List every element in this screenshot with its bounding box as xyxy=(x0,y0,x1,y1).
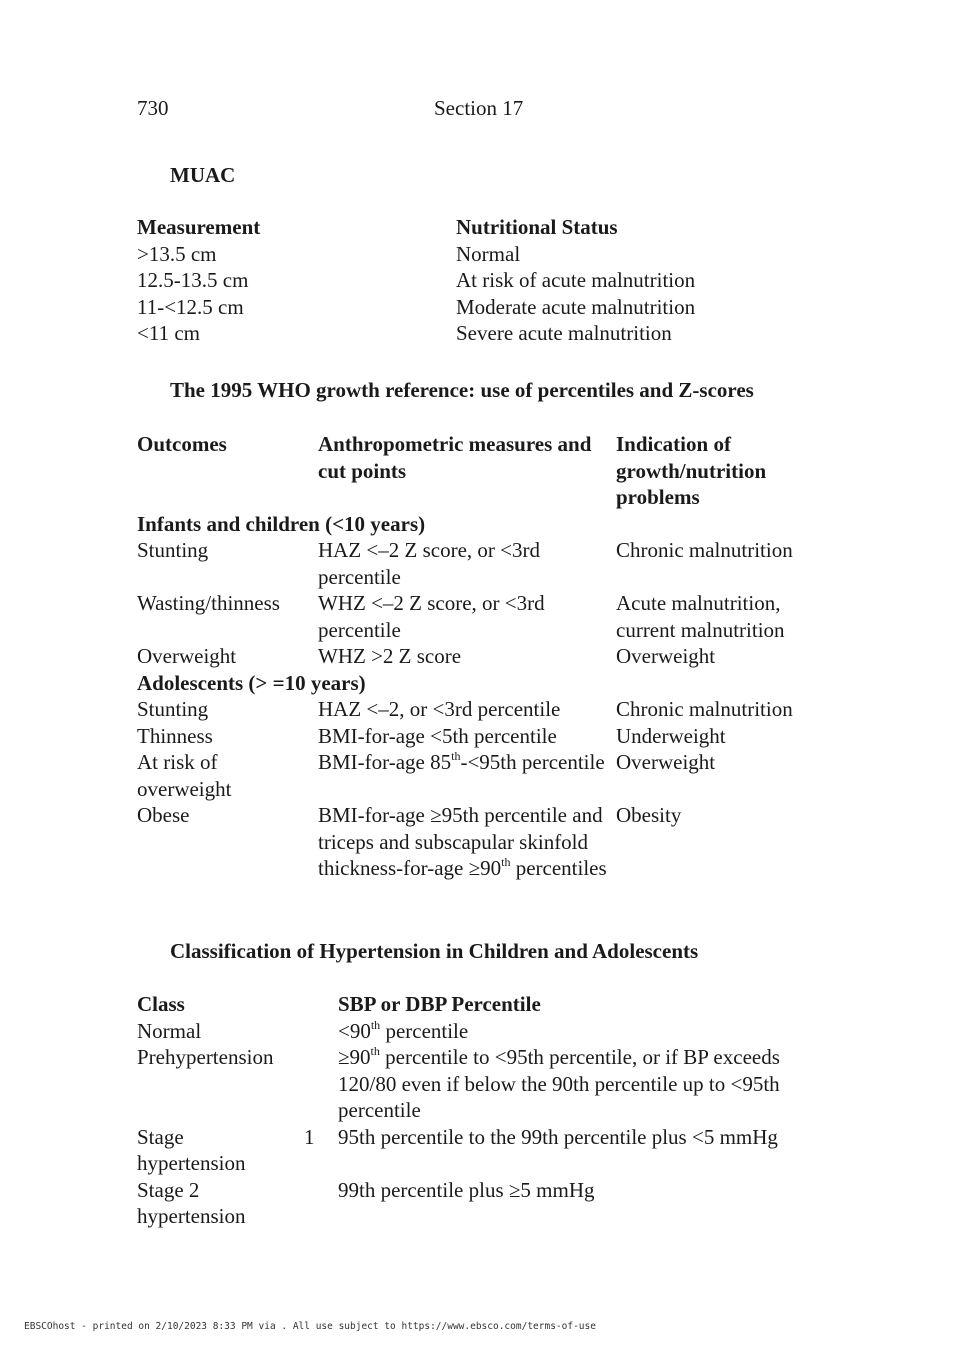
cell: At risk of acute malnutrition xyxy=(456,268,696,292)
group-row xyxy=(137,511,806,538)
cell: Stage hypertension xyxy=(137,1124,246,1175)
cell: Normal xyxy=(137,1018,202,1043)
cell: Wasting/thinness xyxy=(137,591,280,615)
cell: Severe acute malnutrition xyxy=(456,321,672,345)
cell: Stunting xyxy=(137,697,209,721)
column-header: SBP or DBP Percentile xyxy=(338,992,541,1016)
table-header-row xyxy=(137,214,695,241)
cell: 99th percentile plus ≥5 mmHg xyxy=(338,1177,595,1202)
table-header-row xyxy=(137,991,838,1018)
cell: Thinness xyxy=(137,723,213,748)
cell: Stage 2 hypertension xyxy=(137,1177,246,1228)
running-header: Section 17 xyxy=(434,96,524,120)
cell: WHZ <–2 Z score, or <3rd percentile xyxy=(318,591,545,642)
cell: Overweight xyxy=(616,750,716,774)
hypertension-heading: Classification of Hypertension in Children and Adolescents xyxy=(170,939,699,963)
cell: <11 cm xyxy=(137,321,200,345)
cell: 11-<12.5 cm xyxy=(137,294,244,319)
footer-notice: EBSCOhost - printed on 2/10/2023 8:33 PM via . All use subject to https://www.ebsco.com/terms-of-use xyxy=(24,1321,596,1332)
table-row xyxy=(137,537,806,590)
table-row xyxy=(137,723,806,750)
cell: At risk of overweight xyxy=(137,750,232,801)
column-header: Class xyxy=(137,992,185,1016)
cell: BMI-for-age 85th-<95th percentile xyxy=(318,749,605,774)
page-number: 730 xyxy=(137,96,169,120)
table-row xyxy=(137,1044,838,1124)
cell: Chronic malnutrition xyxy=(616,538,793,562)
table-row xyxy=(137,643,806,670)
table-row xyxy=(137,1124,838,1177)
cell: BMI-for-age ≥95th percentile and triceps and subscapular skinfold thickness-for-age ≥90th percentiles xyxy=(318,803,607,880)
cell: 95th percentile to the 99th percentile plus <5 mmHg xyxy=(338,1124,778,1149)
table-row xyxy=(137,267,695,294)
cell: ≥90th percentile to <95th percentile, or if BP exceeds 120/80 even if below the 90th percentile up to <95th percentile xyxy=(338,1044,780,1122)
cell: Moderate acute malnutrition xyxy=(456,294,696,319)
column-header: Measurement xyxy=(137,215,261,239)
cell: HAZ <–2, or <3rd percentile xyxy=(318,697,561,721)
table-row xyxy=(137,1018,838,1045)
table-row xyxy=(137,749,806,802)
column-header: Nutritional Status xyxy=(456,215,618,239)
cell: Chronic malnutrition xyxy=(616,697,793,721)
cell: Acute malnutrition, current malnutrition xyxy=(616,591,785,642)
group-row xyxy=(137,670,806,697)
cell: Underweight xyxy=(616,723,726,748)
who-heading: The 1995 WHO growth reference: use of percentiles and Z-scores xyxy=(170,378,754,402)
table-row xyxy=(137,590,806,643)
table-row xyxy=(137,1177,838,1230)
table-row xyxy=(137,320,695,347)
cell: Overweight xyxy=(137,644,237,668)
table-header-row xyxy=(137,431,806,511)
muac-table xyxy=(137,214,695,347)
table-row xyxy=(137,696,806,723)
cell: Stunting xyxy=(137,538,209,562)
cell: >13.5 cm xyxy=(137,241,217,266)
table-row xyxy=(137,294,695,321)
muac-heading: MUAC xyxy=(170,163,236,187)
cell: <90th percentile xyxy=(338,1017,469,1043)
table-row xyxy=(137,241,695,268)
column-header: Anthropometric measures and cut points xyxy=(318,432,592,483)
cell: HAZ <–2 Z score, or <3rd percentile xyxy=(318,538,540,589)
cell: Obesity xyxy=(616,803,682,827)
cell: WHZ >2 Z score xyxy=(318,644,462,668)
group-label: Adolescents (> =10 years) xyxy=(137,670,366,695)
column-header: Indication of growth/nutrition problems xyxy=(616,432,767,509)
group-label: Infants and children (<10 years) xyxy=(137,511,426,536)
who-table xyxy=(137,431,806,882)
column-header: Outcomes xyxy=(137,432,227,456)
cell: BMI-for-age <5th percentile xyxy=(318,723,557,748)
cell: Overweight xyxy=(616,644,716,668)
cell: Prehypertension xyxy=(137,1045,274,1069)
stage-marker: 1 xyxy=(304,1124,315,1149)
cell: 12.5-13.5 cm xyxy=(137,268,249,292)
cell: Obese xyxy=(137,803,190,827)
cell: Normal xyxy=(456,241,521,266)
table-row xyxy=(137,802,806,882)
hypertension-table xyxy=(137,991,838,1230)
